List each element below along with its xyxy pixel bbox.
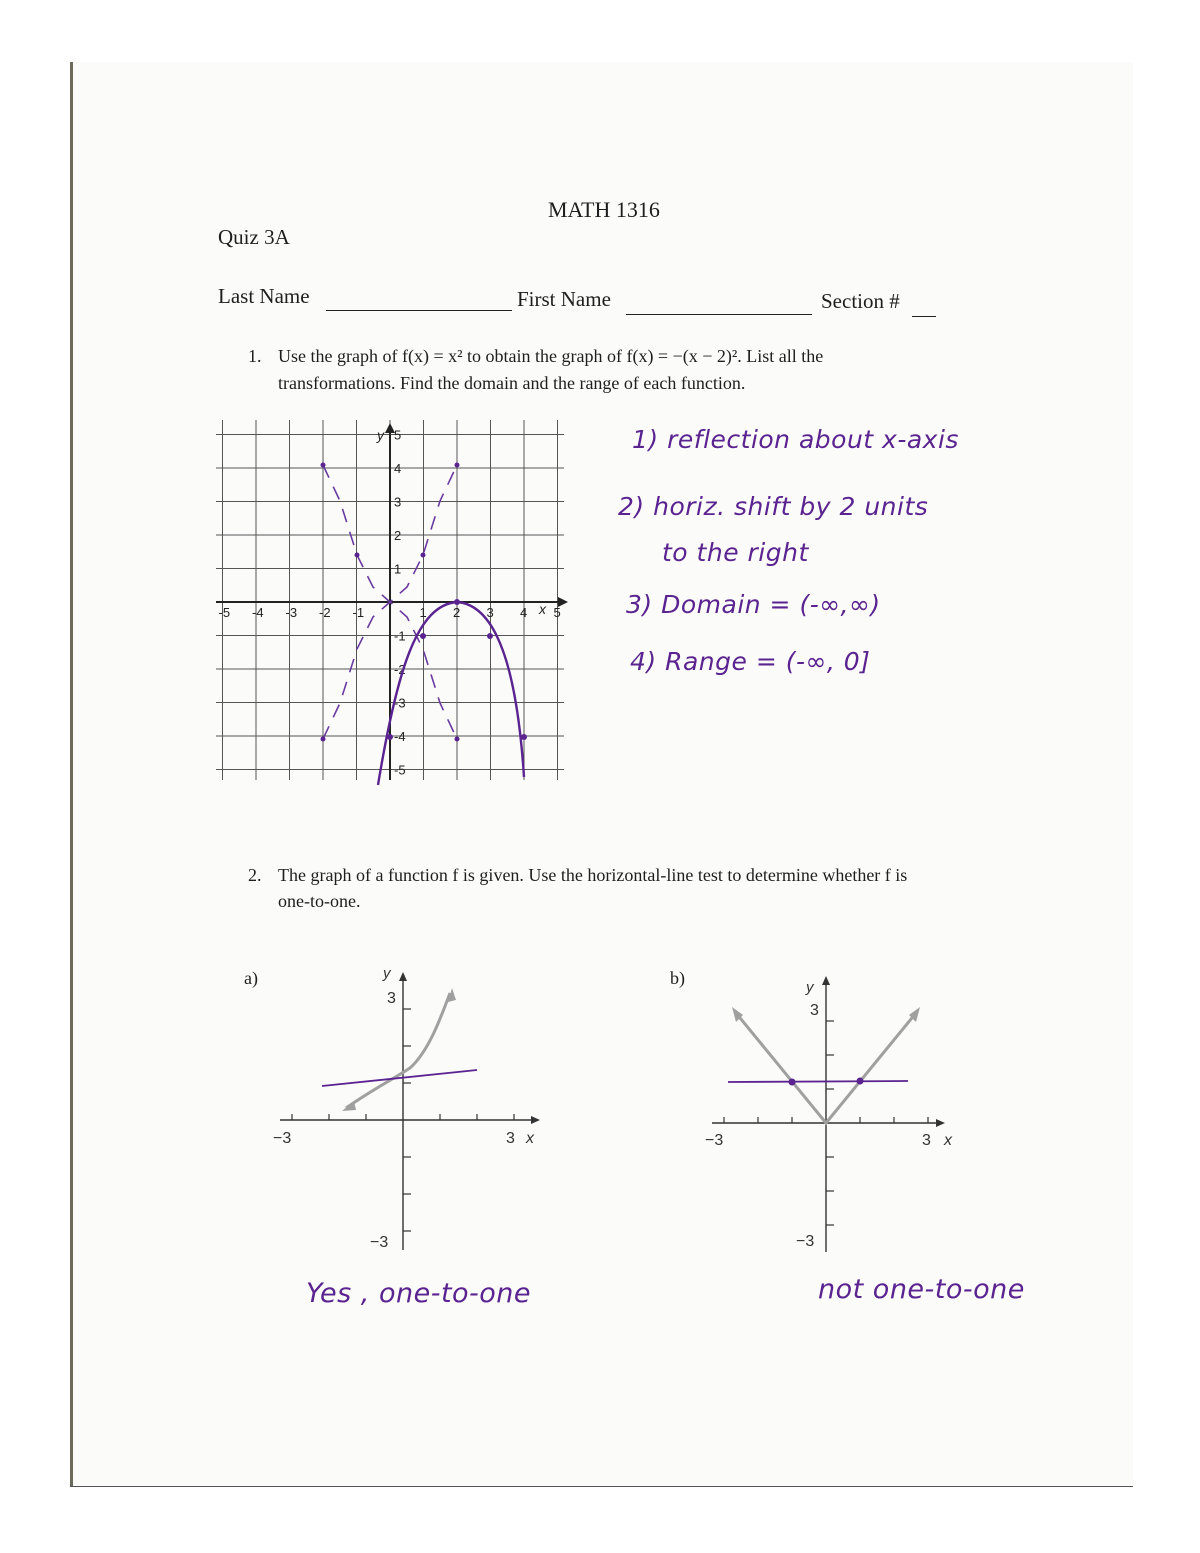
x-axis-label: x	[526, 1130, 534, 1147]
part-a-label: a)	[244, 968, 258, 988]
y-tick-label: 3	[394, 494, 402, 510]
curve-arrow-left	[342, 1101, 356, 1111]
x-tick-right: 3	[922, 1132, 931, 1149]
y-tick-top: 3	[810, 1002, 819, 1019]
exponential-curve	[346, 993, 450, 1108]
question-1-line1: Use the graph of f(x) = x² to obtain the graph of f(x) = −(x − 2)². List all the	[278, 346, 824, 366]
horizontal-test-line	[728, 1081, 908, 1082]
answer-1-reflection: 1) reflection about x-axis	[632, 425, 959, 454]
question-number: 2.	[248, 865, 262, 885]
x-axis-arrow	[936, 1119, 945, 1127]
section-line	[912, 316, 936, 317]
x-tick-label: -4	[252, 605, 264, 620]
horizontal-test-line	[322, 1070, 477, 1086]
answer-part-b: not one-to-one	[818, 1274, 1025, 1305]
x-tick-label: -3	[285, 605, 298, 620]
y-tick-top: 3	[387, 990, 396, 1007]
x-tick-label: -1	[352, 605, 365, 620]
y-tick-label: -3	[394, 695, 406, 711]
section-label: Section #	[821, 289, 900, 313]
part-b-label: b)	[670, 968, 685, 988]
x-tick-label: 5	[553, 605, 561, 620]
last-name-line	[326, 310, 512, 311]
x-tick-right: 3	[506, 1130, 515, 1147]
x-tick-label: 3	[486, 605, 494, 620]
answer-2-shift: 2) horiz. shift by 2 units	[618, 492, 929, 521]
y-tick-label: -4	[394, 729, 406, 744]
course-title: MATH 1316	[548, 197, 660, 222]
x-axis-label: x	[539, 601, 546, 617]
y-tick-label: 2	[394, 528, 402, 543]
graph-a	[270, 960, 560, 1260]
y-tick-label: -2	[394, 662, 406, 677]
question-number: 1.	[248, 346, 262, 366]
y-axis-label: y	[806, 979, 814, 996]
question-1-text	[248, 343, 948, 397]
x-tick-label: 2	[453, 605, 461, 620]
answer-4-range: 4) Range = (-∞, 0]	[630, 647, 871, 676]
parabola-grid-graph	[212, 415, 574, 800]
last-name-label: Last Name	[218, 284, 310, 308]
x-axis-label: x	[944, 1132, 952, 1149]
answer-2-continuation: to the right	[662, 538, 809, 567]
answer-part-a: Yes , one-to-one	[306, 1278, 532, 1309]
question-1-line2: transformations. Find the domain and the range of each function.	[278, 373, 746, 393]
y-tick-label: -5	[394, 762, 406, 778]
y-axis-label: y	[377, 427, 384, 443]
intersection-point	[857, 1078, 864, 1085]
y-axis-label: y	[383, 965, 391, 982]
x-tick-label: -2	[319, 605, 331, 620]
x-tick-left: −3	[273, 1130, 292, 1147]
first-name-line	[626, 314, 812, 315]
y-tick-bottom: −3	[796, 1233, 815, 1250]
y-tick-bottom: −3	[370, 1234, 389, 1251]
x-tick-label: -5	[218, 605, 231, 620]
graph-b	[700, 960, 990, 1260]
x-tick-label: 1	[419, 605, 427, 620]
answer-3-domain: 3) Domain = (-∞,∞)	[626, 590, 881, 619]
x-tick-label: 4	[520, 605, 528, 620]
y-tick-label: 5	[394, 427, 402, 443]
question-2-line1: The graph of a function f is given. Use the horizontal-line test to determine whether f is	[278, 865, 908, 885]
quiz-title: Quiz 3A	[218, 225, 290, 249]
y-axis-arrow	[399, 972, 407, 981]
intersection-point	[789, 1079, 796, 1086]
first-name-label: First Name	[517, 287, 611, 311]
y-axis-arrow	[822, 976, 830, 985]
question-2-text	[248, 862, 988, 914]
y-tick-label: 1	[394, 561, 402, 577]
y-tick-label: 4	[394, 461, 402, 476]
question-2-line2: one-to-one.	[278, 891, 361, 911]
x-tick-left: −3	[705, 1132, 724, 1149]
y-tick-label: -1	[394, 628, 406, 644]
x-axis-arrow	[531, 1116, 540, 1124]
